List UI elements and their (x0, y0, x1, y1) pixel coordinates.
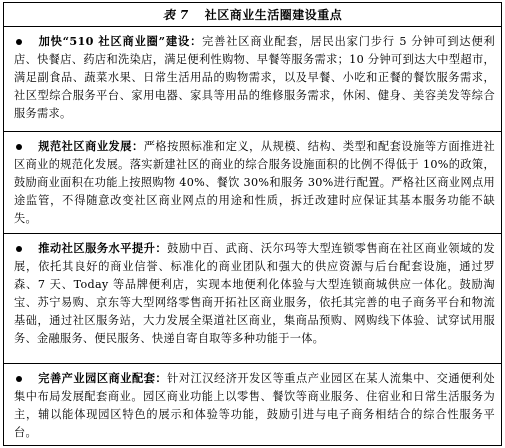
row-heading: 加快“510 社区商业圈”建设： (38, 34, 203, 48)
table-title: 社区商业生活圈建设重点 (204, 8, 343, 22)
row-heading: 完善产业园区商业配套： (38, 371, 168, 385)
table-row (4, 233, 501, 363)
row-body: 严格按照标准和定义，从规模、结构、类型和配套设施等方面推进社区商业的规范化发展。落实新建社区的商业的综合服务设施面积的比例不得低于 10%的政策，鼓励商业面积在功能上按照购物 40%、餐饮 30%和服务 30%进行配置。严格社区商业网点用途监管，不得随意改变社区商业网点的用途和性质，拆迁改建时应保证其基本服务功能不缺失。 (14, 140, 495, 225)
table-row (4, 131, 501, 233)
row-body: 针对江汉经济开发区等重点产业园区在某人流集中、交通便利处集中布局发展配套商业。园区商业功能上以零售、餐饮等商业服务、住宿业和日常生活服务为主，辅以能体现园区特色的展示和体验等功能，鼓励引进与电子商务相结合的综合性服务平台。 (14, 372, 495, 439)
row-heading: 规范社区商业发展： (38, 139, 144, 153)
bullet-icon (16, 144, 22, 150)
row-body: 完善社区商业配套，居民出家门步行 5 分钟可到达便利店、快餐店、药店和洗染店，满足便利性购物、早餐等服务需求；10 分钟可到达大中型超市，满足副食品、蔬菜水果、日常生活用品的购物需求，以及早餐、小吃和正餐的餐饮服务需求，社区型综合服务平台、家用电器、家具等用品的维修服务需求，休闲、健身、美容美发等综合服务需求。 (14, 35, 495, 120)
bullet-icon (16, 246, 22, 252)
row-body: 鼓励中百、武商、沃尔玛等大型连锁零售商在社区商业领域的发展，依托其良好的商业信誉、标准化的商业团队和强大的供应资源与后台配套设施，通过罗森、7 天、Today 等品牌便利店，实现本地便利化体验与大型连锁商城供应一体化。鼓励淘宝、苏宁易购、京东等大型网络零售商开拓社区商业服务，依托其完善的电子商务平台和物流基础，通过社区服务站，大力发展全渠道社区商业，集商品预购、网购线下体验、试穿试用服务、金融服务、便民服务、快递自寄自取等多种功能于一体。 (14, 242, 495, 345)
row-heading: 推动社区服务水平提升： (38, 241, 168, 255)
table-number: 表 7 (162, 8, 189, 22)
table-row (4, 27, 501, 131)
construction-priorities-table (3, 2, 502, 446)
table-caption (4, 3, 501, 27)
bullet-icon (16, 39, 22, 45)
table-row (4, 363, 501, 445)
bullet-icon (16, 376, 22, 382)
